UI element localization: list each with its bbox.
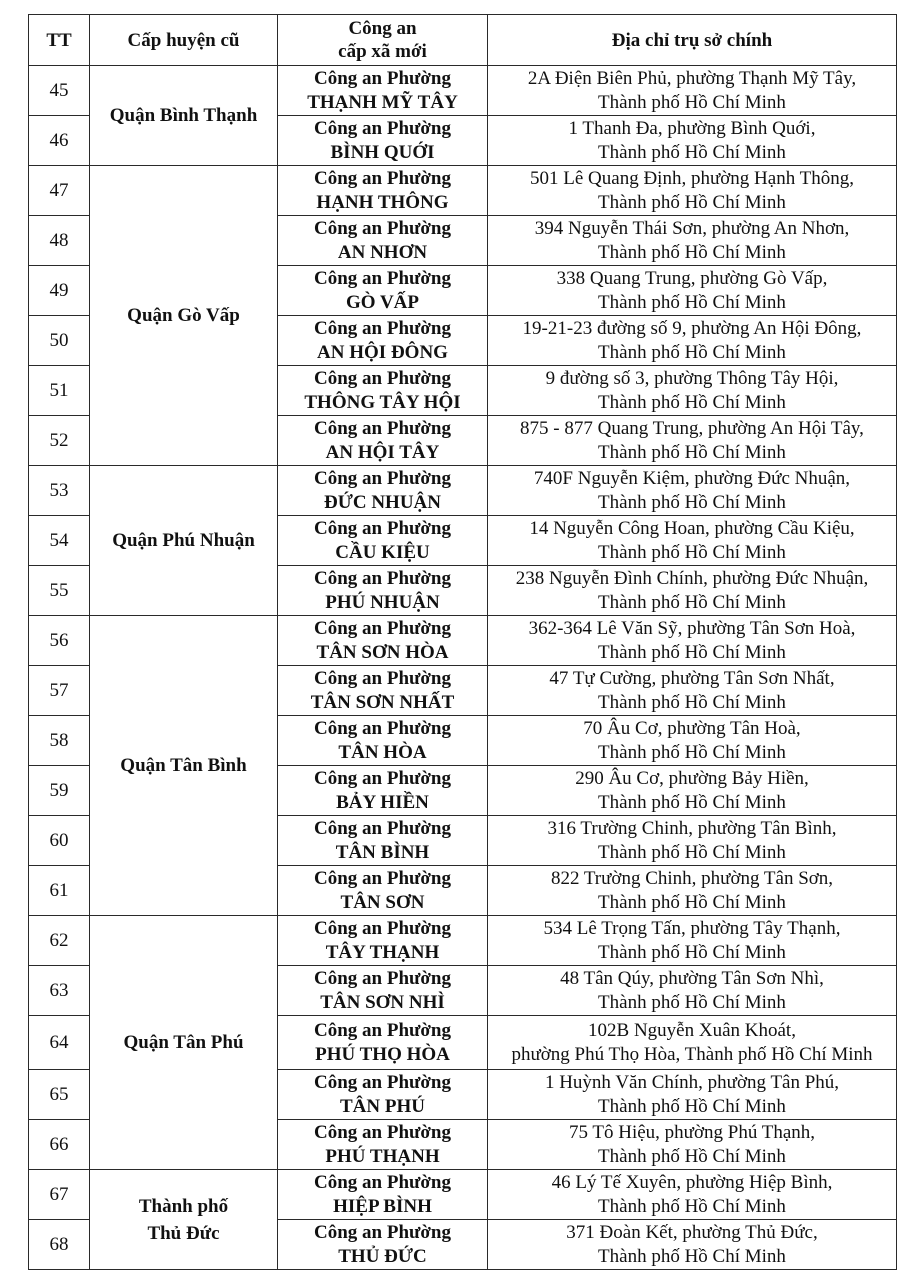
unit-prefix: Công an Phường	[313, 217, 452, 239]
address-line2: Thành phố Hồ Chí Minh	[598, 491, 786, 513]
address-cell	[488, 1016, 897, 1070]
table-row	[29, 166, 897, 216]
row-number: 57	[29, 666, 90, 716]
address-cell	[488, 766, 897, 816]
unit-name: THÔNG TÂY HỘI	[304, 391, 461, 413]
address-cell	[488, 666, 897, 716]
unit-prefix: Công an Phường	[313, 1071, 452, 1093]
address-line1: 46 Lý Tế Xuyên, phường Hiệp Bình,	[551, 1171, 833, 1193]
new-unit-cell	[278, 216, 488, 266]
address-line1: 875 - 877 Quang Trung, phường An Hội Tây,	[520, 417, 864, 439]
address-line2: Thành phố Hồ Chí Minh	[598, 291, 786, 313]
row-number: 45	[29, 66, 90, 116]
address-line1: 371 Đoàn Kết, phường Thủ Đức,	[566, 1221, 818, 1243]
row-number: 48	[29, 216, 90, 266]
row-number: 47	[29, 166, 90, 216]
unit-prefix: Công an Phường	[313, 467, 452, 489]
row-number: 66	[29, 1120, 90, 1170]
address-line1: 740F Nguyễn Kiệm, phường Đức Nhuận,	[533, 467, 851, 489]
new-unit-cell	[278, 366, 488, 416]
unit-prefix: Công an Phường	[313, 817, 452, 839]
unit-prefix: Công an Phường	[313, 1121, 452, 1143]
unit-prefix: Công an Phường	[313, 917, 452, 939]
unit-name: THỦ ĐỨC	[338, 1245, 427, 1267]
row-number: 53	[29, 466, 90, 516]
address-line2: Thành phố Hồ Chí Minh	[598, 941, 786, 963]
address-line2: Thành phố Hồ Chí Minh	[598, 1195, 786, 1217]
header-tt: TT	[29, 15, 90, 66]
address-line2: Thành phố Hồ Chí Minh	[598, 1245, 786, 1267]
table-row	[29, 616, 897, 666]
row-number: 56	[29, 616, 90, 666]
row-number: 55	[29, 566, 90, 616]
new-unit-cell	[278, 166, 488, 216]
address-cell	[488, 566, 897, 616]
table-row	[29, 466, 897, 516]
address-cell	[488, 66, 897, 116]
table-row	[29, 1170, 897, 1220]
unit-prefix: Công an Phường	[313, 867, 452, 889]
address-cell	[488, 916, 897, 966]
unit-prefix: Công an Phường	[313, 1019, 452, 1041]
row-number: 46	[29, 116, 90, 166]
old-district-cell	[90, 616, 278, 916]
district-name: Quận Tân Bình	[120, 755, 247, 776]
row-number: 50	[29, 316, 90, 366]
row-number: 60	[29, 816, 90, 866]
unit-name: HẠNH THÔNG	[316, 191, 449, 213]
unit-name: TÂN HÒA	[338, 741, 427, 763]
address-line1: 338 Quang Trung, phường Gò Vấp,	[556, 267, 828, 289]
unit-name: TÂN BÌNH	[335, 841, 430, 863]
address-line1: 394 Nguyễn Thái Sơn, phường An Nhơn,	[534, 217, 850, 239]
unit-prefix: Công an Phường	[313, 417, 452, 439]
unit-name: THẠNH MỸ TÂY	[307, 91, 458, 113]
new-unit-cell	[278, 916, 488, 966]
row-number: 59	[29, 766, 90, 816]
unit-name: PHÚ NHUẬN	[325, 591, 440, 613]
header-new-unit	[278, 15, 488, 66]
address-line1: 290 Âu Cơ, phường Bảy Hiền,	[575, 767, 809, 789]
old-district-cell	[90, 466, 278, 616]
district-name: Quận Bình Thạnh	[109, 105, 258, 126]
unit-prefix: Công an Phường	[313, 367, 452, 389]
unit-name: GÒ VẤP	[345, 291, 419, 313]
row-number: 49	[29, 266, 90, 316]
new-unit-cell	[278, 866, 488, 916]
old-district-cell	[90, 916, 278, 1170]
old-district-cell	[90, 1170, 278, 1270]
row-number: 52	[29, 416, 90, 466]
new-unit-cell	[278, 116, 488, 166]
unit-prefix: Công an Phường	[313, 117, 452, 139]
new-unit-cell	[278, 1170, 488, 1220]
new-unit-cell	[278, 716, 488, 766]
new-unit-cell	[278, 766, 488, 816]
unit-prefix: Công an Phường	[313, 617, 452, 639]
row-number: 65	[29, 1070, 90, 1120]
row-number: 62	[29, 916, 90, 966]
unit-name: HIỆP BÌNH	[333, 1195, 432, 1217]
address-line2: phường Phú Thọ Hòa, Thành phố Hồ Chí Minh	[511, 1043, 873, 1065]
unit-prefix: Công an Phường	[313, 267, 452, 289]
unit-prefix: Công an Phường	[313, 1221, 452, 1243]
address-line1: 1 Thanh Đa, phường Bình Quới,	[568, 117, 816, 139]
row-number: 51	[29, 366, 90, 416]
new-unit-cell	[278, 816, 488, 866]
address-line2: Thành phố Hồ Chí Minh	[598, 691, 786, 713]
unit-prefix: Công an Phường	[313, 567, 452, 589]
address-line2: Thành phố Hồ Chí Minh	[598, 1145, 786, 1167]
address-cell	[488, 1120, 897, 1170]
new-unit-cell	[278, 466, 488, 516]
address-cell	[488, 1220, 897, 1270]
new-unit-cell	[278, 1220, 488, 1270]
address-line2: Thành phố Hồ Chí Minh	[598, 141, 786, 163]
unit-prefix: Công an Phường	[313, 517, 452, 539]
address-cell	[488, 466, 897, 516]
address-line1: 501 Lê Quang Định, phường Hạnh Thông,	[530, 167, 854, 189]
header-new-unit-line1: Công an	[348, 18, 417, 39]
new-unit-cell	[278, 516, 488, 566]
new-unit-cell	[278, 1016, 488, 1070]
row-number: 67	[29, 1170, 90, 1220]
new-unit-cell	[278, 266, 488, 316]
address-line1: 48 Tân Qúy, phường Tân Sơn Nhì,	[560, 967, 824, 989]
unit-prefix: Công an Phường	[313, 1171, 452, 1193]
unit-name: TÂY THẠNH	[325, 941, 440, 963]
row-number: 61	[29, 866, 90, 916]
row-number: 54	[29, 516, 90, 566]
address-line2: Thành phố Hồ Chí Minh	[598, 541, 786, 563]
new-unit-cell	[278, 666, 488, 716]
new-unit-cell	[278, 416, 488, 466]
new-unit-cell	[278, 566, 488, 616]
address-line2: Thành phố Hồ Chí Minh	[598, 441, 786, 463]
unit-name: ĐỨC NHUẬN	[324, 491, 441, 513]
police-address-table	[28, 14, 897, 1270]
address-cell	[488, 116, 897, 166]
unit-prefix: Công an Phường	[313, 67, 452, 89]
unit-prefix: Công an Phường	[313, 717, 452, 739]
header-old-district: Cấp huyện cũ	[90, 15, 278, 66]
address-line1: 102B Nguyễn Xuân Khoát,	[588, 1019, 796, 1041]
address-cell	[488, 416, 897, 466]
unit-prefix: Công an Phường	[313, 167, 452, 189]
address-line1: 9 đường số 3, phường Thông Tây Hội,	[545, 367, 839, 389]
address-line1: 534 Lê Trọng Tấn, phường Tây Thạnh,	[543, 917, 841, 939]
address-line2: Thành phố Hồ Chí Minh	[598, 341, 786, 363]
district-name-line1: Thành phố	[138, 1195, 229, 1217]
header-new-unit-line2: cấp xã mới	[338, 41, 427, 62]
new-unit-cell	[278, 66, 488, 116]
unit-name: AN HỘI TÂY	[325, 441, 440, 463]
district-name: Quận Phú Nhuận	[112, 530, 255, 551]
address-line2: Thành phố Hồ Chí Minh	[598, 391, 786, 413]
unit-prefix: Công an Phường	[313, 317, 452, 339]
new-unit-cell	[278, 966, 488, 1016]
unit-name: BÌNH QUỚI	[330, 141, 435, 163]
new-unit-cell	[278, 1120, 488, 1170]
address-line2: Thành phố Hồ Chí Minh	[598, 791, 786, 813]
address-line1: 2A Điện Biên Phủ, phường Thạnh Mỹ Tây,	[527, 67, 857, 89]
header-row	[29, 15, 897, 66]
unit-name: TÂN SƠN HÒA	[316, 641, 449, 663]
unit-name: PHÚ THẠNH	[325, 1145, 440, 1167]
row-number: 63	[29, 966, 90, 1016]
unit-name: TÂN SƠN NHÌ	[320, 991, 445, 1013]
header-address: Địa chỉ trụ sở chính	[488, 15, 897, 66]
district-name-line2: Thủ Đức	[147, 1222, 220, 1244]
unit-name: TÂN SƠN NHẤT	[310, 691, 455, 713]
address-line1: 70 Âu Cơ, phường Tân Hoà,	[583, 717, 801, 739]
unit-name: PHÚ THỌ HÒA	[315, 1043, 450, 1065]
unit-name: TÂN SƠN	[340, 891, 425, 913]
address-cell	[488, 966, 897, 1016]
row-number: 64	[29, 1016, 90, 1070]
address-line1: 19-21-23 đường số 9, phường An Hội Đông,	[522, 317, 862, 339]
address-cell	[488, 866, 897, 916]
address-line2: Thành phố Hồ Chí Minh	[598, 591, 786, 613]
unit-name: AN NHƠN	[337, 241, 428, 263]
old-district-cell	[90, 66, 278, 166]
address-cell	[488, 366, 897, 416]
address-cell	[488, 316, 897, 366]
address-cell	[488, 1170, 897, 1220]
district-name: Quận Tân Phú	[123, 1032, 244, 1053]
new-unit-cell	[278, 316, 488, 366]
unit-prefix: Công an Phường	[313, 767, 452, 789]
address-line2: Thành phố Hồ Chí Minh	[598, 91, 786, 113]
unit-name: TÂN PHÚ	[340, 1095, 425, 1117]
new-unit-cell	[278, 616, 488, 666]
address-line2: Thành phố Hồ Chí Minh	[598, 191, 786, 213]
address-cell	[488, 516, 897, 566]
unit-name: AN HỘI ĐÔNG	[317, 341, 448, 363]
unit-prefix: Công an Phường	[313, 967, 452, 989]
address-cell	[488, 816, 897, 866]
address-line1: 1 Huỳnh Văn Chính, phường Tân Phú,	[544, 1071, 840, 1093]
address-line2: Thành phố Hồ Chí Minh	[598, 641, 786, 663]
old-district-cell	[90, 166, 278, 466]
row-number: 68	[29, 1220, 90, 1270]
address-line2: Thành phố Hồ Chí Minh	[598, 241, 786, 263]
address-cell	[488, 266, 897, 316]
address-cell	[488, 1070, 897, 1120]
row-number: 58	[29, 716, 90, 766]
unit-prefix: Công an Phường	[313, 667, 452, 689]
address-line2: Thành phố Hồ Chí Minh	[598, 741, 786, 763]
address-line1: 362-364 Lê Văn Sỹ, phường Tân Sơn Hoà,	[528, 617, 856, 639]
address-line2: Thành phố Hồ Chí Minh	[598, 991, 786, 1013]
address-line2: Thành phố Hồ Chí Minh	[598, 1095, 786, 1117]
address-cell	[488, 216, 897, 266]
address-line2: Thành phố Hồ Chí Minh	[598, 841, 786, 863]
district-name: Quận Gò Vấp	[127, 305, 240, 326]
address-line1: 316 Trường Chinh, phường Tân Bình,	[547, 817, 837, 839]
address-line1: 75 Tô Hiệu, phường Phú Thạnh,	[568, 1121, 816, 1143]
address-cell	[488, 166, 897, 216]
unit-name: BẢY HIỀN	[336, 791, 429, 813]
address-line1: 14 Nguyễn Công Hoan, phường Cầu Kiệu,	[529, 517, 855, 539]
new-unit-cell	[278, 1070, 488, 1120]
address-line1: 47 Tự Cường, phường Tân Sơn Nhất,	[549, 667, 835, 689]
table-row	[29, 916, 897, 966]
address-cell	[488, 616, 897, 666]
address-line1: 822 Trường Chinh, phường Tân Sơn,	[550, 867, 834, 889]
address-line2: Thành phố Hồ Chí Minh	[598, 891, 786, 913]
address-line1: 238 Nguyễn Đình Chính, phường Đức Nhuận,	[515, 567, 869, 589]
address-cell	[488, 716, 897, 766]
unit-name: CẦU KIỆU	[335, 541, 430, 563]
table-row	[29, 66, 897, 116]
